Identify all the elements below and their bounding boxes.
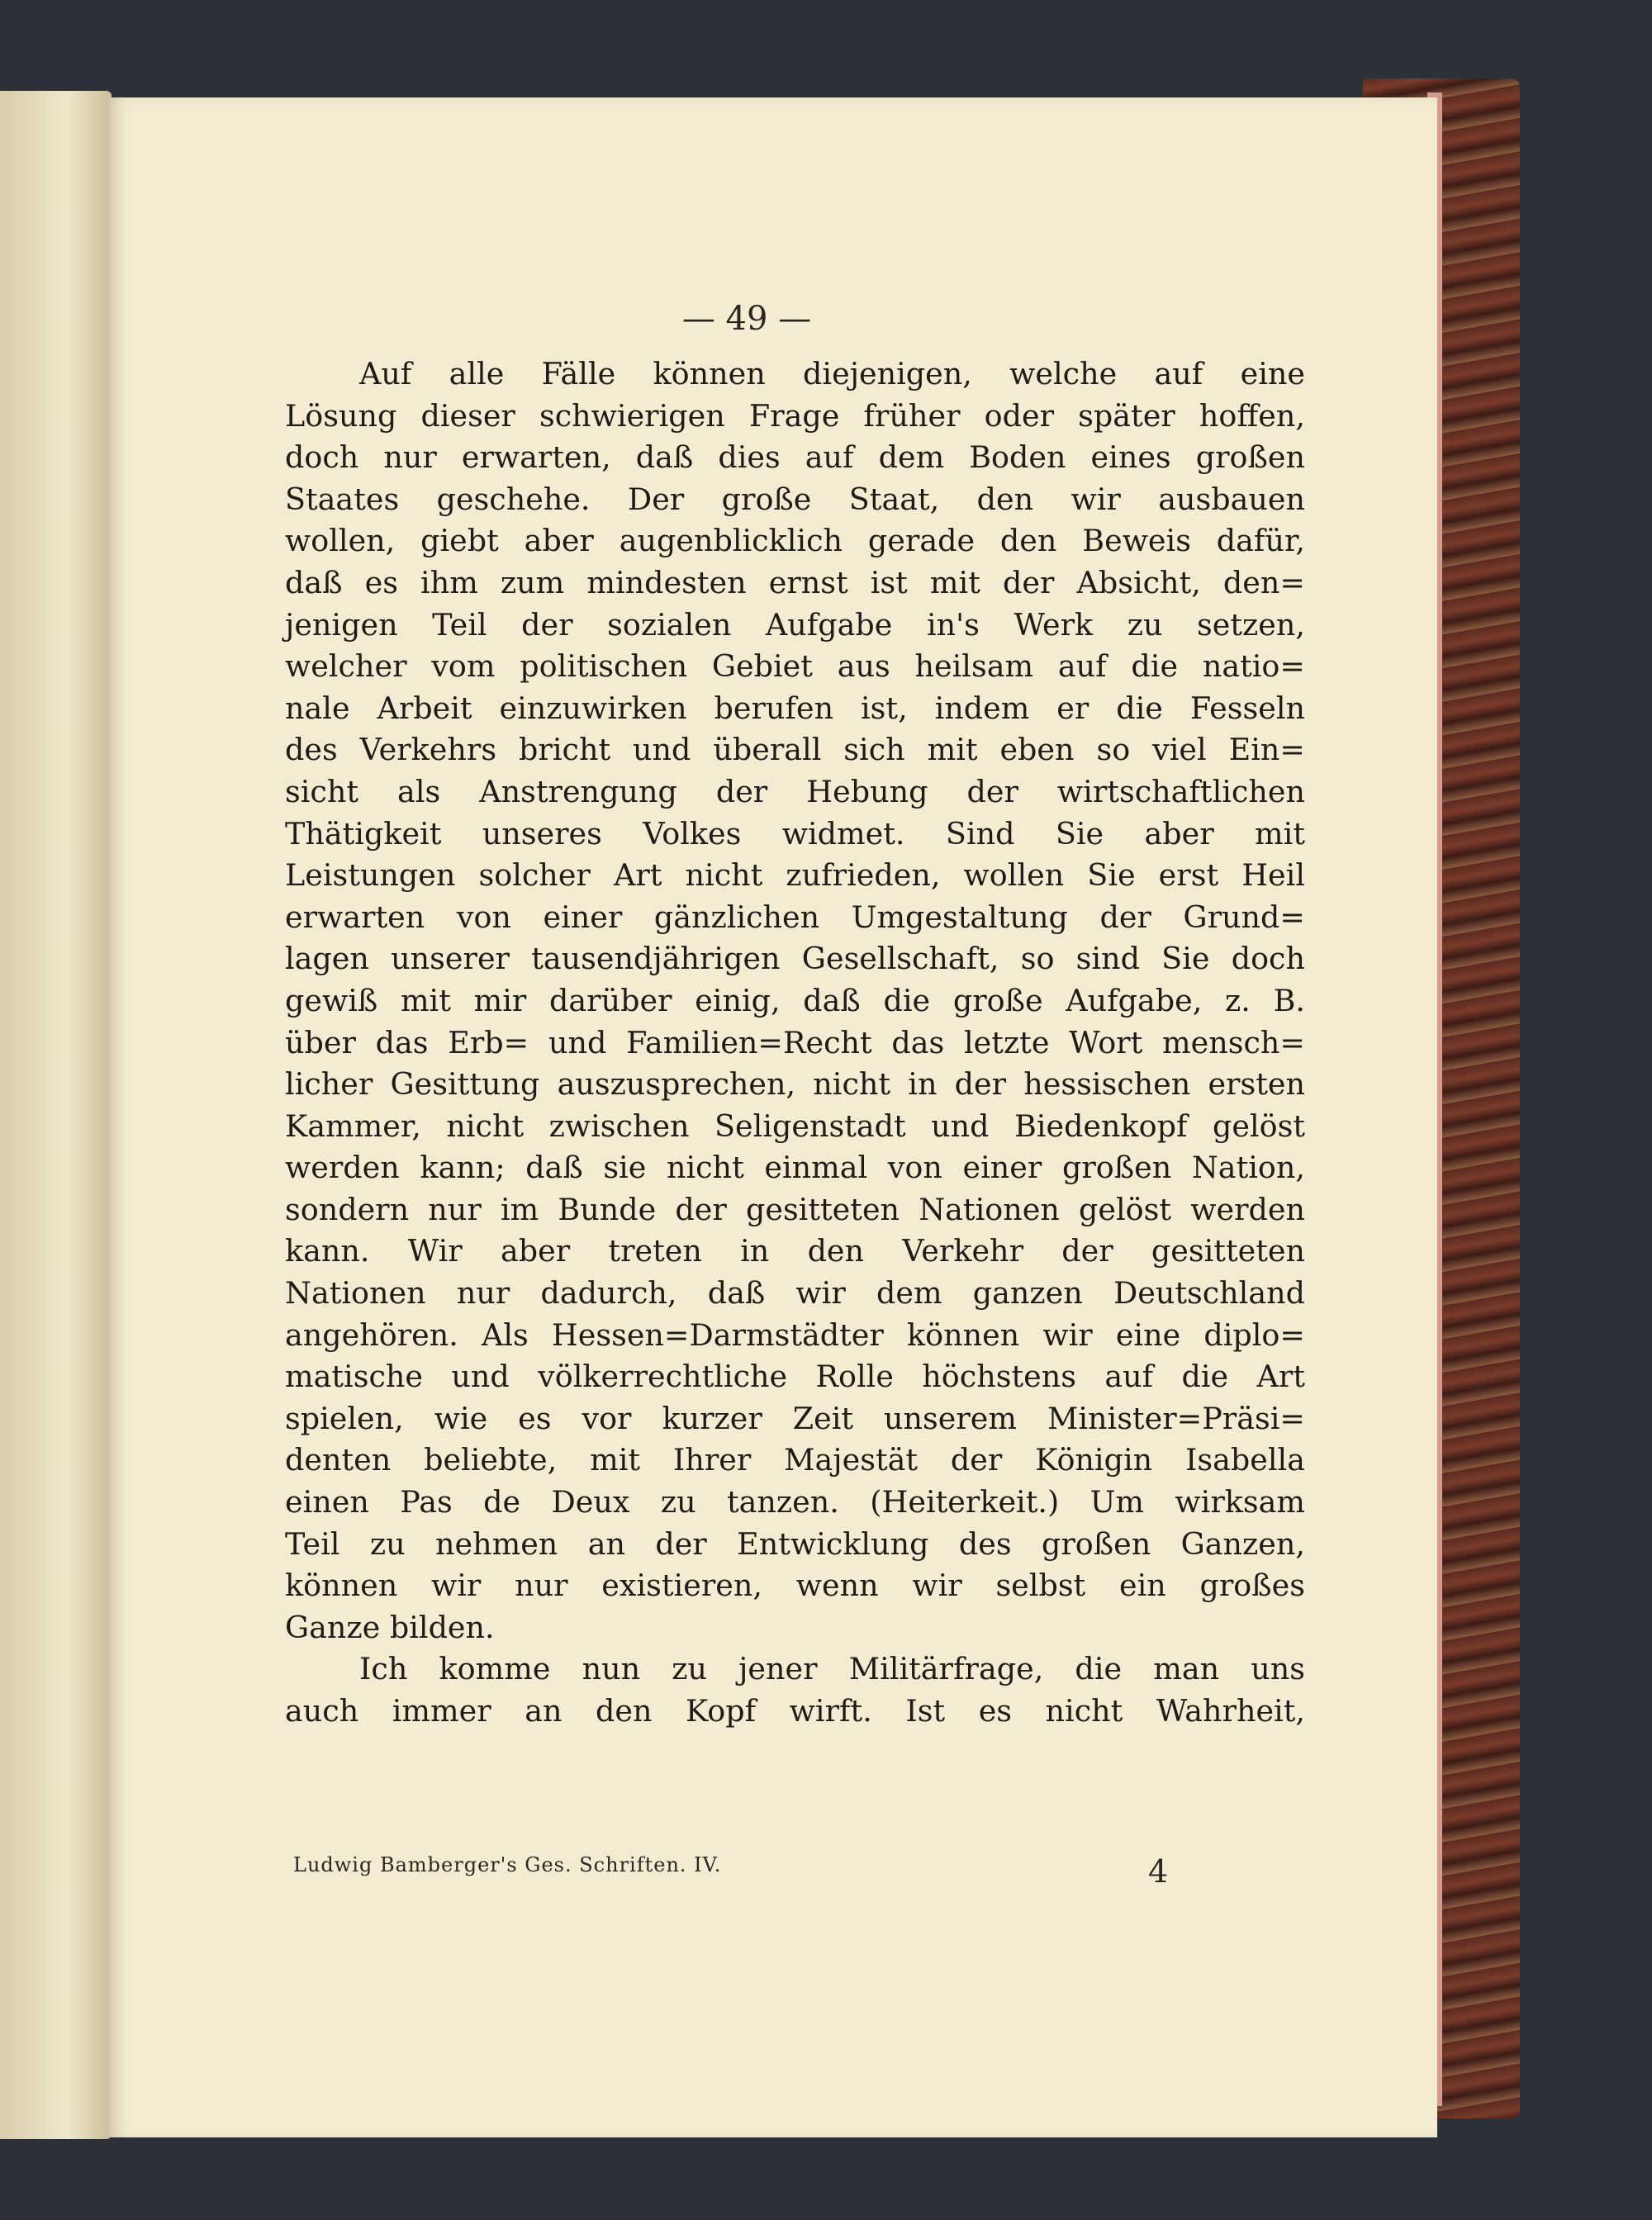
text-line: nale Arbeit einzuwirken berufen ist, indem er die Fesseln — [285, 690, 1305, 726]
text-line: sondern nur im Bunde der gesitteten Nationen gelöst werden — [285, 1191, 1305, 1227]
text-line: matische und völkerrechtliche Rolle höchstens auf die Art — [285, 1359, 1305, 1395]
footer-signature: Ludwig Bamberger's Ges. Schriften. IV. — [293, 1853, 722, 1876]
text-line: erwarten von einer gänzlichen Umgestaltung der Grund= — [285, 899, 1305, 935]
text-line: doch nur erwarten, daß dies auf dem Boden eines großen — [285, 439, 1305, 476]
text-line: Ganze bilden. — [285, 1609, 495, 1645]
text-line: gewiß mit mir darüber einig, daß die große Aufgabe, z. B. — [285, 982, 1305, 1018]
text-line: wollen, giebt aber augenblicklich gerade den Beweis dafür, — [285, 523, 1305, 559]
text-line: angehören. Als Hessen=Darmstädter können wir eine diplo= — [285, 1316, 1305, 1353]
text-line: licher Gesittung auszusprechen, nicht in der hessischen ersten — [285, 1066, 1305, 1103]
text-line: werden kann; daß sie nicht einmal von einer großen Nation, — [285, 1150, 1305, 1186]
text-line: welcher vom politischen Gebiet aus heilsam auf die natio= — [285, 648, 1305, 685]
text-line: Nationen nur dadurch, daß wir dem ganzen Deutschland — [285, 1275, 1305, 1312]
book-page — [107, 97, 1437, 2137]
text-line: sicht als Anstrengung der Hebung der wirtschaftlichen — [285, 773, 1305, 809]
text-line: Kammer, nicht zwischen Seligenstadt und Biedenkopf gelöst — [285, 1108, 1305, 1144]
text-line: Teil zu nehmen an der Entwicklung des großen Ganzen, — [285, 1525, 1305, 1562]
text-line: kann. Wir aber treten in den Verkehr der gesitteten — [285, 1233, 1305, 1269]
text-line: daß es ihm zum mindesten ernst ist mit der Absicht, den= — [285, 564, 1305, 600]
text-line: lagen unserer tausendjährigen Gesellschaft, so sind Sie doch — [285, 941, 1305, 977]
text-line: Thätigkeit unseres Volkes widmet. Sind Sie aber mit — [285, 815, 1305, 851]
text-line: Leistungen solcher Art nicht zufrieden, wollen Sie erst Heil — [285, 857, 1305, 894]
text-line: auch immer an den Kopf wirft. Ist es nicht Wahrheit, — [285, 1693, 1305, 1729]
text-line: können wir nur existieren, wenn wir selbst ein großes — [285, 1568, 1305, 1604]
previous-page-edge — [0, 91, 112, 2139]
text-line: einen Pas de Deux zu tanzen. (Heiterkeit.) Um wirksam — [285, 1484, 1305, 1520]
page-number: — 49 — — [681, 300, 812, 338]
body-text — [285, 353, 1305, 1733]
text-line: Ich komme nun zu jener Militärfrage, die man uns — [359, 1651, 1305, 1687]
text-line: spielen, wie es vor kurzer Zeit unserem Minister=Präsi= — [285, 1400, 1305, 1436]
text-line: jenigen Teil der sozialen Aufgabe in's Werk zu setzen, — [285, 606, 1305, 643]
text-line: Auf alle Fälle können diejenigen, welche auf eine — [359, 356, 1305, 391]
text-line: Staates geschehe. Der große Staat, den wir ausbauen — [285, 481, 1305, 517]
text-line: über das Erb= und Familien=Recht das letzte Wort mensch= — [285, 1024, 1305, 1060]
text-line: des Verkehrs bricht und überall sich mit eben so viel Ein= — [285, 732, 1305, 768]
text-line: denten beliebte, mit Ihrer Majestät der Königin Isabella — [285, 1442, 1305, 1478]
sheet-number: 4 — [1148, 1853, 1169, 1890]
text-line: Lösung dieser schwierigen Frage früher oder später hoffen, — [285, 397, 1305, 434]
